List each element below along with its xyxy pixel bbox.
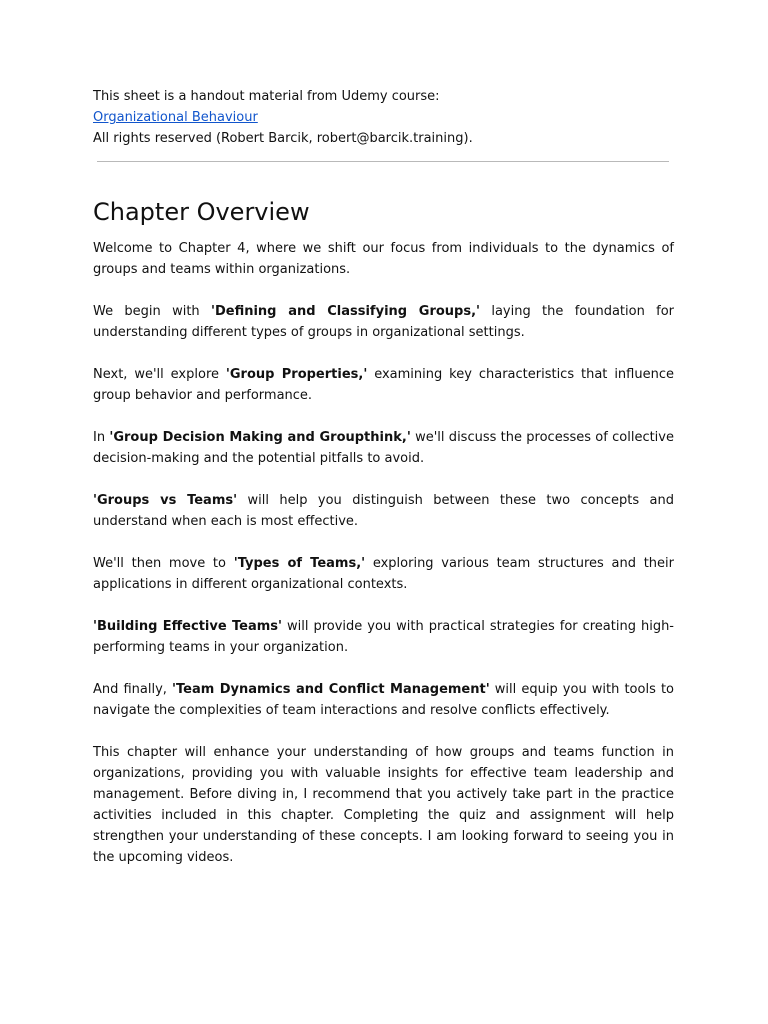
paragraph-topic: 'Building Effective Teams' <box>93 619 283 634</box>
paragraph-groups-vs-teams <box>93 490 674 532</box>
paragraph-text: We'll then move to <box>93 556 234 571</box>
paragraph-text: will provide you with practical strategies for creating high-performing teams in your organization. <box>93 619 674 655</box>
paragraph-text: laying the foundation for understanding different types of groups in organizational settings. <box>93 304 675 340</box>
paragraph-team-dynamics <box>93 679 674 721</box>
paragraph-text: In <box>93 430 110 445</box>
paragraph-text: This chapter will enhance your understanding of how groups and teams function in organizations, providing you with valuable insights for effective team leadership and management. Before diving in, I recommend that you actively take part in the practice activities included in this chapter. Completing the quiz and assignment will help strengthen your understanding of these concepts. I am looking forward to seeing you in the upcoming videos. <box>93 745 674 865</box>
course-link[interactable]: Organizational Behaviour <box>93 110 258 125</box>
paragraph-text: examining key characteristics that influence group behavior and performance. <box>93 367 674 403</box>
course-link-line <box>93 107 674 128</box>
paragraph-text: We begin with <box>93 304 211 319</box>
paragraph-topic: 'Types of Teams,' <box>233 556 366 571</box>
rights-line: All rights reserved (Robert Barcik, robert@barcik.training). <box>93 131 473 146</box>
paragraph-text: And finally, <box>93 682 173 697</box>
paragraph-welcome <box>93 238 674 280</box>
handout-header <box>93 86 674 149</box>
chapter-overview-body <box>93 238 674 889</box>
page-title: Chapter Overview <box>93 198 310 226</box>
horizontal-divider <box>97 161 669 162</box>
paragraph-defining-groups <box>93 301 674 343</box>
paragraph-text: Welcome to Chapter 4, where we shift our focus from individuals to the dynamics of groups and teams within organizations. <box>93 241 674 277</box>
paragraph-topic: 'Group Decision Making and Groupthink,' <box>109 430 411 445</box>
paragraph-topic: 'Group Properties,' <box>225 367 368 382</box>
paragraph-text: Next, we'll explore <box>93 367 226 382</box>
paragraph-text: we'll discuss the processes of collective decision-making and the potential pitfalls to avoid. <box>93 430 674 466</box>
paragraph-types-of-teams <box>93 553 674 595</box>
paragraph-text: will help you distinguish between these two concepts and understand when each is most effective. <box>93 493 674 529</box>
paragraph-decision-making <box>93 427 674 469</box>
paragraph-building-teams <box>93 616 674 658</box>
paragraph-topic: 'Groups vs Teams' <box>93 493 238 508</box>
intro-line: This sheet is a handout material from Udemy course: <box>93 89 440 104</box>
paragraph-topic: 'Team Dynamics and Conflict Management' <box>172 682 490 697</box>
paragraph-closing <box>93 742 674 868</box>
paragraph-text: will equip you with tools to navigate the complexities of team interactions and resolve conflicts effectively. <box>93 682 674 718</box>
paragraph-group-properties <box>93 364 674 406</box>
paragraph-topic: 'Defining and Classifying Groups,' <box>210 304 481 319</box>
paragraph-text: exploring various team structures and their applications in different organizational contexts. <box>93 556 674 592</box>
